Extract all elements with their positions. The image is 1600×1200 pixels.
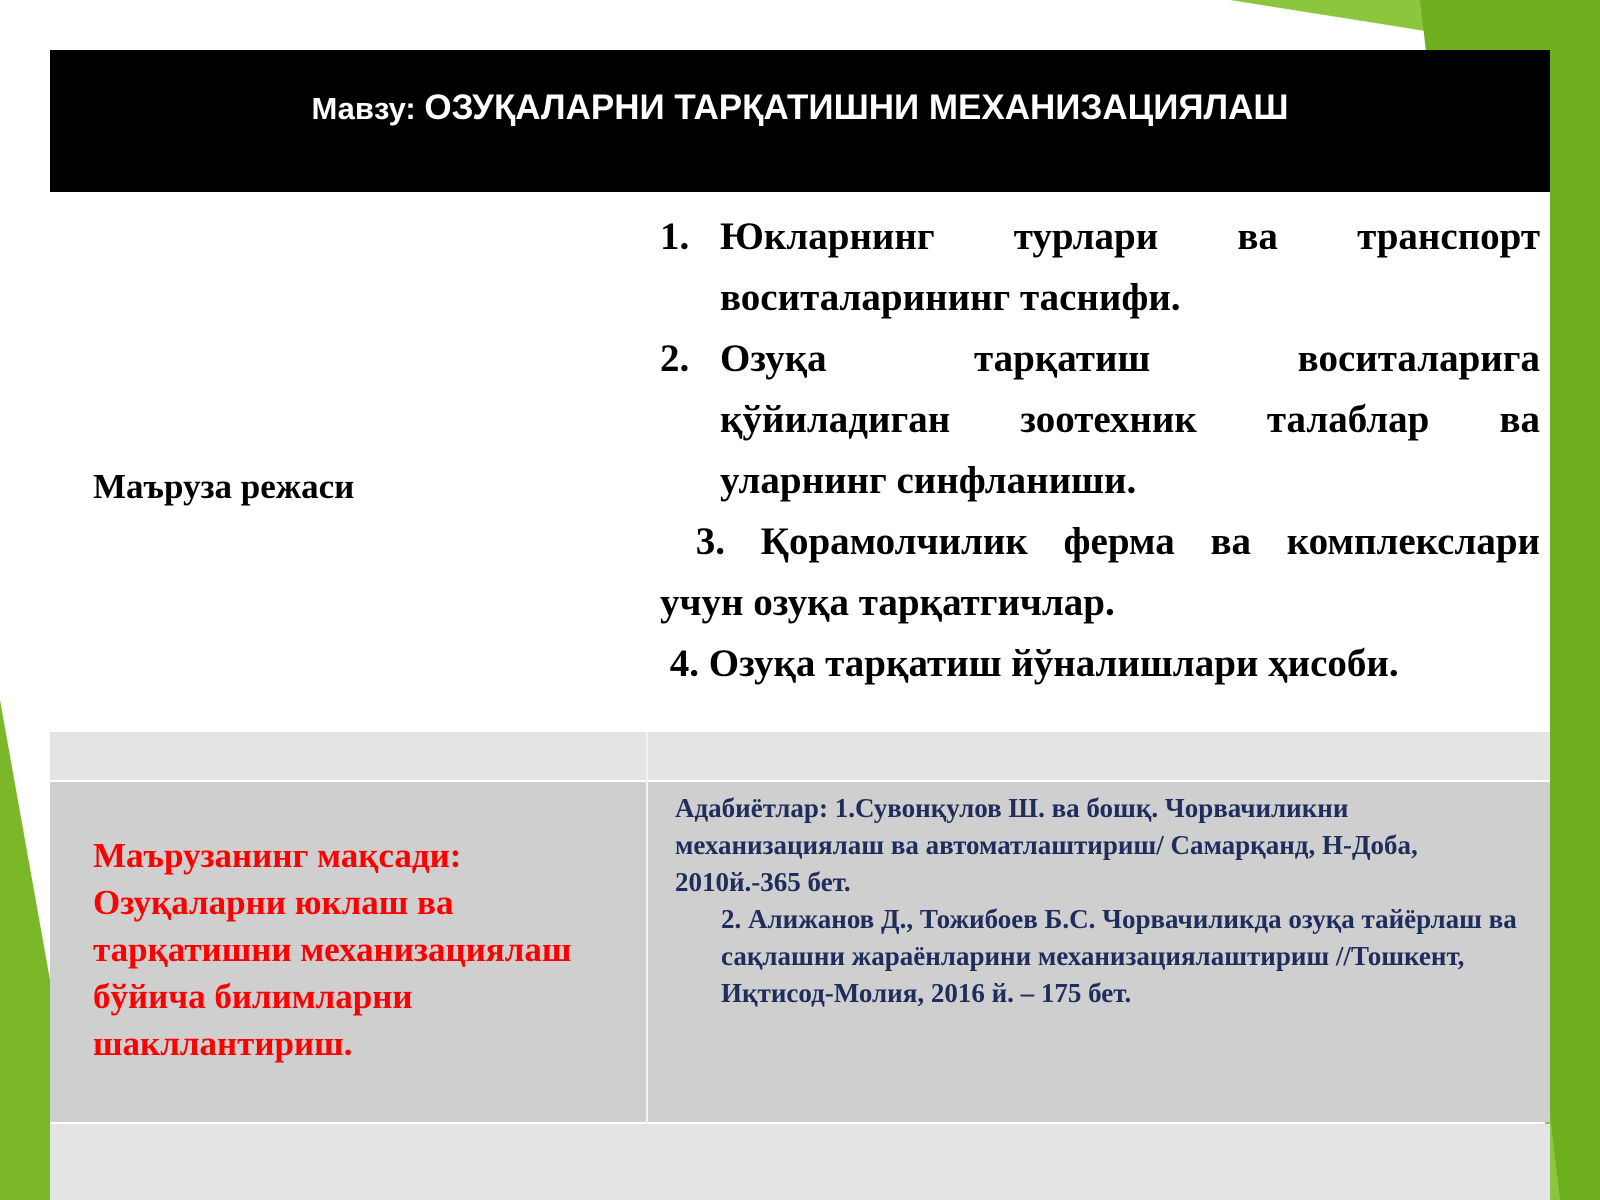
plan-item-line: Озуқа тарқатиш воситаларига <box>720 337 1540 380</box>
title-text: ОЗУҚАЛАРНИ ТАРҚАТИШНИ МЕХАНИЗАЦИЯЛАШ <box>424 88 1289 127</box>
reference-2: 2. Алижанов Д., Тожибоев Б.С. Чорвачиликда озуқа тайёрлаш ва сақлашни жараёнларини механизациялаштириш //Тошкент, Иқтисод-Молия, 2016 й. – 175 бет. <box>721 904 1517 1008</box>
slide-table <box>50 50 1550 1200</box>
plan-item-1-cont <box>660 267 1540 328</box>
plan-item-3: 3. Қорамолчилик ферма ва комплекслари <box>660 520 1540 563</box>
goal-references-row <box>50 782 1550 1122</box>
green-shape-left <box>0 700 50 1200</box>
plan-item-number: 2. <box>660 337 690 380</box>
plan-item-line: уларнинг синфланиши. <box>720 459 1137 502</box>
plan-item-4: 4. Озуқа тарқатиш йўналишлари ҳисоби. <box>660 642 1399 685</box>
plan-item-text <box>720 206 1540 267</box>
column-divider <box>646 732 648 1124</box>
table-bottom-row <box>50 1124 1550 1200</box>
plan-item-2-cont <box>660 450 1540 511</box>
plan-item-2 <box>660 328 1540 389</box>
plan-item-line: Юкларнинг турлари ва транспорт <box>720 215 1540 258</box>
lecture-plan-list <box>660 206 1540 694</box>
plan-item-line: воситаларининг таснифи. <box>720 276 1181 319</box>
lecture-goal: Маърузанинг мақсади: Озуқаларни юклаш ва тарқатишни механизациялаш бўйича билимларни шакллантириш. <box>93 836 572 1063</box>
lecture-plan-row <box>50 192 1550 782</box>
slide-title <box>50 86 1550 131</box>
lecture-plan-label: Маъруза режаси <box>93 467 355 506</box>
reference-1: Адабиётлар: 1.Сувонқулов Ш. ва бошқ. Чорвачиликни механизациялаш ва автоматлаштириш/ Самарқанд, Н-Доба, 2010й.-365 бет. <box>675 793 1418 897</box>
plan-item-3-cont: учун озуқа тарқатгичлар. <box>660 581 1115 624</box>
references <box>675 790 1535 1012</box>
plan-item-line: қўйиладиган зоотехник талаблар ва <box>720 398 1540 441</box>
plan-item-1 <box>660 206 1540 267</box>
slide-header <box>50 50 1550 192</box>
plan-item-number: 1. <box>660 215 690 258</box>
title-prefix: Мавзу: <box>311 91 425 126</box>
table-spacer-row <box>50 732 1550 780</box>
plan-item-2-cont <box>660 389 1540 450</box>
